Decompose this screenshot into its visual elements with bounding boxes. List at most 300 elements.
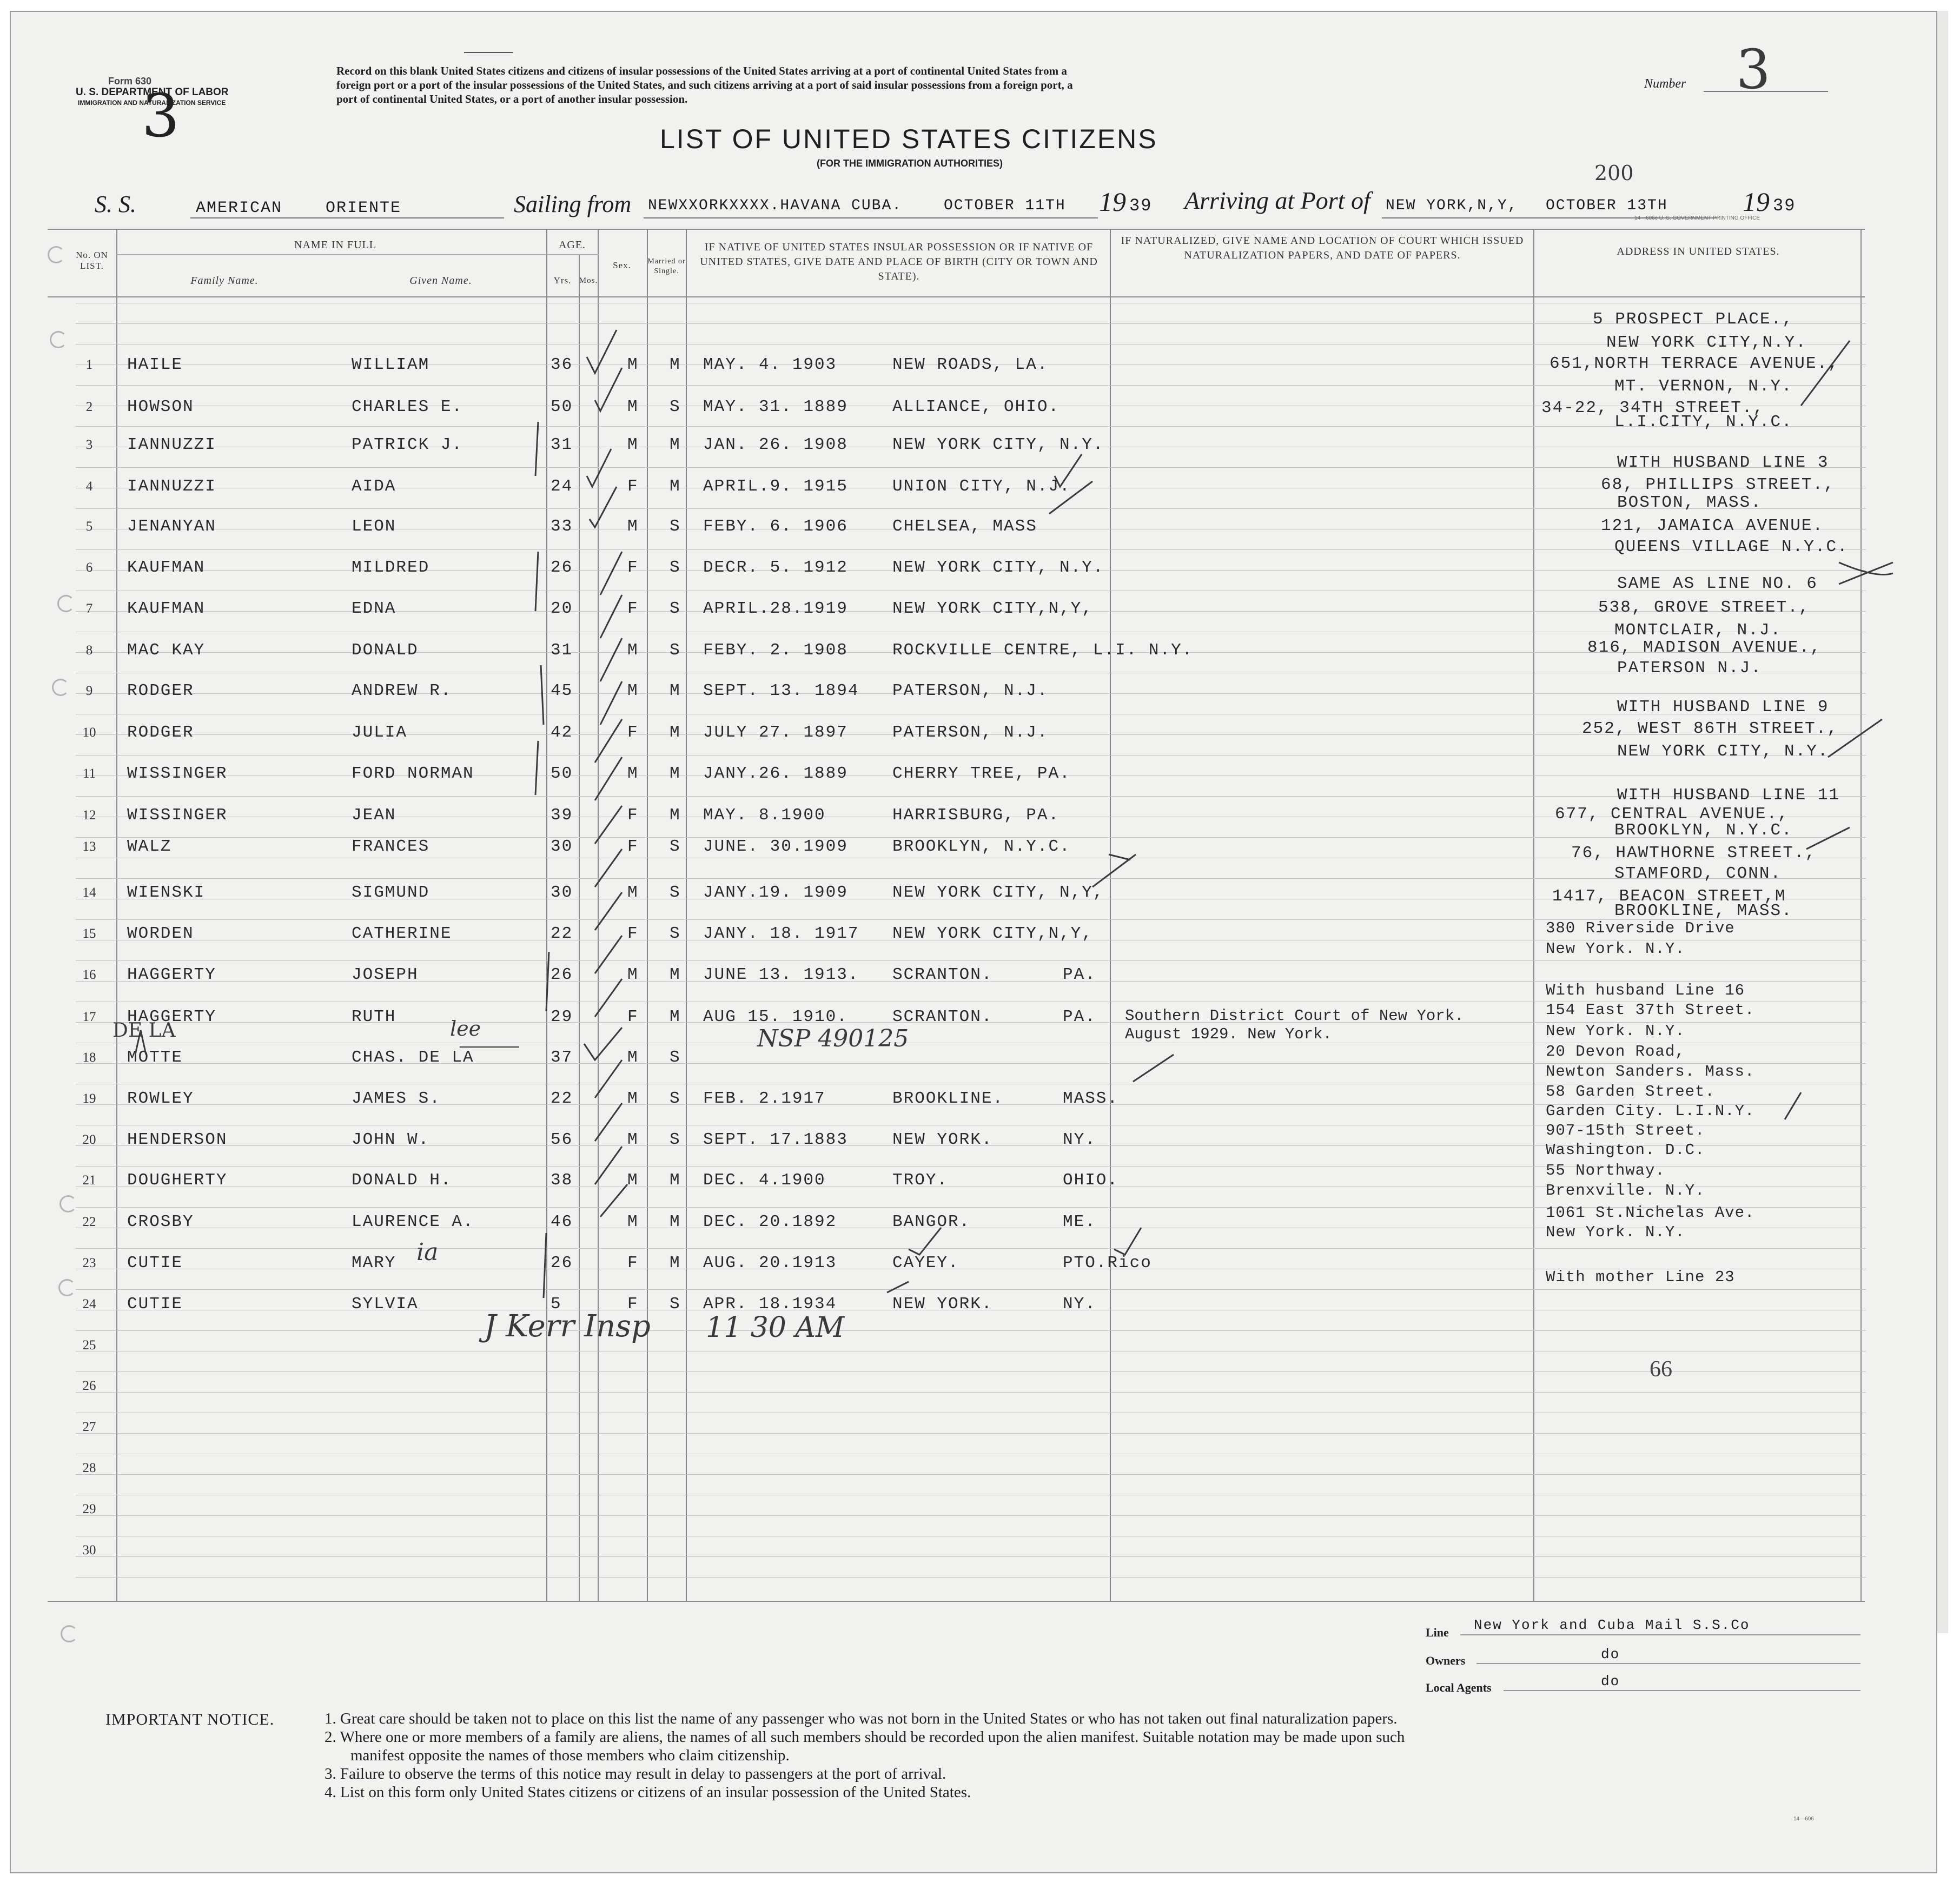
footer-code: 14—606 — [1793, 1816, 1814, 1822]
age-cell: 46 — [551, 1212, 573, 1231]
sex-cell: F — [627, 1008, 639, 1026]
age-cell: 30 — [551, 883, 573, 902]
birth-date-cell: APR. 18.1934 — [703, 1295, 837, 1314]
birth-place-cell: NEW YORK. — [892, 1295, 993, 1314]
birth-date-cell: DEC. 20.1892 — [703, 1212, 837, 1231]
birth-state-cell: OHIO. — [1063, 1171, 1119, 1190]
check-mark — [595, 1147, 622, 1184]
row-number: 24 — [82, 1297, 96, 1311]
header-birth: IF NATIVE OF UNITED STATES INSULAR POSSESSION OR IF NATIVE OF UNITED STATES, GIVE DATE AND PLACE OF BIRTH (CITY OR TOWN AND STATE). — [700, 241, 1098, 282]
family-name-cell: ROWLEY — [127, 1089, 194, 1108]
sailing-from: NEWXXORKXXXX.HAVANA CUBA. — [648, 197, 903, 214]
check-mark — [600, 681, 622, 725]
family-name-cell: HENDERSON — [127, 1130, 228, 1149]
address-line: PATERSON N.J. — [1617, 659, 1762, 678]
given-name-cell: AIDA — [352, 477, 396, 496]
age-cell: 56 — [551, 1130, 573, 1149]
row-number: 26 — [82, 1379, 96, 1393]
family-name-cell: HAILE — [127, 355, 183, 374]
given-name-cell: RUTH — [352, 1008, 396, 1026]
row-number: 4 — [85, 479, 93, 494]
family-name-cell: JENANYAN — [127, 517, 216, 536]
given-name-cell: WILLIAM — [352, 355, 430, 374]
address-line: NEW YORK CITY, N.Y. — [1617, 742, 1829, 761]
birth-date-cell: FEBY. 2. 1908 — [703, 641, 848, 660]
row-number: 1 — [85, 357, 93, 372]
bracket-mark — [535, 552, 538, 611]
row-number: 12 — [82, 808, 96, 823]
address-line: L.I.CITY, N.Y.C. — [1614, 413, 1793, 432]
age-cell: 42 — [551, 723, 573, 742]
check-mark — [600, 638, 622, 681]
check-mark — [909, 1228, 941, 1255]
header-address: ADDRESS IN UNITED STATES. — [1617, 246, 1780, 257]
marital-status-cell: S — [670, 1048, 681, 1067]
age-cell: 33 — [551, 517, 573, 536]
check-mark — [600, 552, 622, 595]
bracket-mark — [544, 1233, 546, 1298]
given-name-cell: SIGMUND — [352, 883, 430, 902]
marital-status-cell: S — [670, 517, 681, 536]
address-line: Newton Sanders. Mass. — [1546, 1063, 1755, 1081]
age-cell: 50 — [551, 764, 573, 783]
address-line: WITH HUSBAND LINE 11 — [1617, 786, 1840, 805]
check-mark — [595, 936, 622, 973]
row-number: 23 — [82, 1256, 96, 1270]
marital-status-cell: M — [670, 477, 681, 496]
address-line: STAMFORD, CONN. — [1614, 864, 1782, 883]
marital-status-cell: S — [670, 558, 681, 577]
instruction-line: Record on this blank United States citizens and citizens of insular possessions of the United States arriving at a port of continental United States from a — [336, 64, 1067, 77]
given-name-cell: JAMES S. — [352, 1089, 441, 1108]
row-number: 19 — [82, 1091, 96, 1106]
age-cell: 26 — [551, 1254, 573, 1273]
instruction-line: port of continental United States, or a port of another insular possession. — [336, 92, 688, 105]
family-name-cell: HAGGERTY — [127, 965, 216, 984]
birth-date-cell: MAY. 31. 1889 — [703, 397, 848, 416]
check-mark — [587, 330, 617, 373]
header-sex: Sex. — [613, 260, 631, 270]
birth-place-cell: TROY. — [892, 1171, 949, 1190]
birth-date-cell: DECR. 5. 1912 — [703, 558, 848, 577]
address-line: WITH HUSBAND LINE 3 — [1617, 453, 1829, 472]
check-mark — [600, 1184, 627, 1217]
row-number: 9 — [85, 684, 93, 698]
marital-status-cell: S — [670, 397, 681, 416]
birth-date-cell: MAY. 8.1900 — [703, 806, 826, 825]
check-mark — [1806, 827, 1850, 849]
given-name-cell: CATHERINE — [352, 924, 452, 943]
family-name-cell: KAUFMAN — [127, 599, 206, 618]
address-line: 34-22, 34TH STREET., — [1541, 399, 1765, 418]
inspector-signature: J Kerr Insp — [484, 1309, 651, 1344]
row-number: 18 — [82, 1050, 96, 1065]
family-name-cell: IANNUZZI — [127, 477, 216, 496]
family-name-cell: KAUFMAN — [127, 558, 206, 577]
naturalization-date: August 1929. New York. — [1125, 1025, 1332, 1043]
row-number: 15 — [82, 926, 96, 941]
birth-place-cell: NEW YORK CITY, N,Y, — [892, 883, 1104, 902]
sex-cell: M — [627, 1089, 639, 1108]
department-label: U. S. DEPARTMENT OF LABOR — [76, 87, 229, 98]
row-number: 27 — [82, 1420, 96, 1434]
family-name-cell: WISSINGER — [127, 764, 228, 783]
age-cell: 31 — [551, 435, 573, 454]
birth-state-cell: PTO.Rico — [1063, 1254, 1152, 1273]
row-number: 16 — [82, 967, 96, 982]
address-line: Garden City. L.I.N.Y. — [1546, 1102, 1755, 1120]
check-mark — [1785, 1092, 1801, 1119]
family-name-cell: DOUGHERTY — [127, 1171, 228, 1190]
sailing-year-prefix: 19 — [1099, 187, 1126, 217]
sex-cell: F — [627, 599, 639, 618]
birth-place-cell: UNION CITY, N.J. — [892, 477, 1071, 496]
marital-status-cell: S — [670, 883, 681, 902]
row-number: 17 — [82, 1010, 96, 1024]
birth-date-cell: FEB. 2.1917 — [703, 1089, 826, 1108]
sex-cell: M — [627, 1048, 639, 1067]
birth-date-cell: JANY.19. 1909 — [703, 883, 848, 902]
stamp-200: 200 — [1594, 161, 1634, 185]
sex-cell: M — [627, 397, 639, 416]
birth-state-cell: ME. — [1063, 1212, 1096, 1231]
birth-date-cell: AUG 15. 1910. — [703, 1008, 848, 1026]
check-mark — [595, 757, 622, 800]
address-line: BROOKLINE, MASS. — [1614, 902, 1793, 920]
marital-status-cell: S — [670, 837, 681, 856]
sailing-date: OCTOBER 11TH — [944, 197, 1066, 214]
marital-status-cell: M — [670, 681, 681, 700]
age-cell: 26 — [551, 965, 573, 984]
address-line: 1417, BEACON STREET,M — [1552, 887, 1786, 906]
family-name-cell: WIENSKI — [127, 883, 206, 902]
age-cell: 22 — [551, 1089, 573, 1108]
address-line: 1061 St.Nichelas Ave. — [1546, 1204, 1755, 1222]
sex-cell: M — [627, 681, 639, 700]
sex-cell: M — [627, 641, 639, 660]
birth-place-cell: BANGOR. — [892, 1212, 971, 1231]
check-mark — [1092, 854, 1136, 887]
address-line: With mother Line 23 — [1546, 1268, 1735, 1286]
family-name-cell: MAC KAY — [127, 641, 206, 660]
sex-cell: F — [627, 806, 639, 825]
given-name-cell: JOHN W. — [352, 1130, 430, 1149]
birth-place-cell: NEW YORK CITY, N.Y. — [892, 435, 1104, 454]
birth-place-cell: NEW YORK CITY,N,Y, — [892, 924, 1093, 943]
ss-label: S. S. — [95, 191, 136, 217]
birth-date-cell: DEC. 4.1900 — [703, 1171, 826, 1190]
age-cell: 20 — [551, 599, 573, 618]
handwritten-de-la: DE LA — [112, 1019, 176, 1042]
age-cell: 30 — [551, 837, 573, 856]
check-mark — [587, 449, 611, 487]
given-name-cell: DONALD H. — [352, 1171, 452, 1190]
notice-item: 2. Where one or more members of a family are aliens, the names of all such members should be recorded upon the alien manifest. Suitable notation may be made upon such — [325, 1728, 1405, 1746]
header-family-name: Family Name. — [190, 275, 259, 287]
family-name-cell: IANNUZZI — [127, 435, 216, 454]
address-line: 380 Riverside Drive — [1546, 919, 1735, 937]
age-cell: 29 — [551, 1008, 573, 1026]
birth-place-cell: NEW YORK CITY,N,Y, — [892, 599, 1093, 618]
header-married: Married or Single. — [647, 257, 686, 275]
header-no: No. ON LIST. — [76, 250, 108, 271]
agents-label: Local Agents — [1426, 1681, 1492, 1694]
address-line: 907-15th Street. — [1546, 1122, 1705, 1139]
arriving-port: NEW YORK,N,Y, — [1386, 197, 1518, 214]
marital-status-cell: M — [670, 435, 681, 454]
check-mark — [1109, 854, 1130, 860]
age-cell: 39 — [551, 806, 573, 825]
check-mark — [595, 1060, 622, 1098]
sex-cell: F — [627, 837, 639, 856]
check-mark — [1055, 454, 1082, 487]
address-line: MONTCLAIR, N.J. — [1614, 621, 1782, 640]
birth-place-cell: HARRISBURG, PA. — [892, 806, 1060, 825]
owners-label: Owners — [1426, 1654, 1466, 1667]
birth-place-cell: NEW YORK CITY, N.Y. — [892, 558, 1104, 577]
age-cell: 31 — [551, 641, 573, 660]
corner-mark: 3 — [142, 81, 180, 150]
birth-place-cell: ROCKVILLE CENTRE, L.I. N.Y. — [892, 641, 1194, 660]
sex-cell: M — [627, 1171, 639, 1190]
notice-item: manifest opposite the names of those members who claim citizenship. — [350, 1747, 790, 1764]
row-number: 5 — [85, 519, 93, 534]
row-number: 14 — [82, 885, 96, 900]
row-number: 20 — [82, 1132, 96, 1147]
arriving-label: Arriving at Port of — [1184, 187, 1370, 214]
sex-cell: M — [627, 435, 639, 454]
address-line: New York. N.Y. — [1546, 940, 1685, 958]
sex-cell: F — [627, 558, 639, 577]
page-subtitle: (FOR THE IMMIGRATION AUTHORITIES) — [817, 158, 1003, 169]
header-name-in-full: NAME IN FULL — [294, 239, 376, 251]
arriving-year: 39 — [1773, 196, 1796, 216]
given-name-cell: JULIA — [352, 723, 408, 742]
handwritten-lee: lee — [450, 1017, 481, 1041]
notice-item: 4. List on this form only United States citizens or citizens of an insular possession of the United States. — [325, 1784, 971, 1801]
line-value: New York and Cuba Mail S.S.Co — [1474, 1617, 1750, 1633]
bracket-mark — [541, 665, 544, 725]
check-mark — [595, 979, 622, 1017]
sex-cell: M — [627, 764, 639, 783]
notice-item: 1. Great care should be taken not to place on this list the name of any passenger who was not born in the United States or who has not taken out final naturalization papers. — [325, 1710, 1398, 1727]
address-line: 677, CENTRAL AVENUE., — [1555, 805, 1789, 824]
birth-date-cell: JULY 27. 1897 — [703, 723, 848, 742]
inspection-time: 11 30 AM — [706, 1311, 845, 1344]
notice-item: 3. Failure to observe the terms of this notice may result in delay to passengers at the port of arrival. — [325, 1765, 946, 1782]
birth-date-cell: JANY.26. 1889 — [703, 764, 848, 783]
caret-mark — [135, 1030, 146, 1055]
sex-cell: F — [627, 723, 639, 742]
address-line: 5 PROSPECT PLACE., — [1593, 310, 1793, 329]
arriving-year-prefix: 19 — [1743, 187, 1770, 217]
marital-status-cell: S — [670, 1130, 681, 1149]
marital-status-cell: S — [670, 599, 681, 618]
pencil-mark — [1839, 562, 1893, 575]
header-yrs: Yrs. — [553, 275, 572, 286]
check-mark — [887, 1282, 909, 1293]
given-name-cell: CHARLES E. — [352, 397, 463, 416]
owners-underline — [1476, 1663, 1860, 1664]
notice-title: IMPORTANT NOTICE. — [105, 1711, 275, 1728]
address-line: 538, GROVE STREET., — [1598, 598, 1810, 617]
address-line: SAME AS LINE NO. 6 — [1617, 574, 1818, 593]
birth-place-cell: NEW ROADS, LA. — [892, 355, 1049, 374]
birth-state-cell: MASS. — [1063, 1089, 1119, 1108]
page-number-66: 66 — [1650, 1357, 1672, 1382]
row-number: 28 — [82, 1461, 96, 1475]
birth-date-cell: JUNE 13. 1913. — [703, 965, 859, 984]
sex-cell: F — [627, 477, 639, 496]
owners-value: do — [1601, 1646, 1620, 1662]
check-mark — [1049, 481, 1092, 514]
sex-cell: M — [627, 883, 639, 902]
given-name-cell: PATRICK J. — [352, 435, 463, 454]
address-line: Washington. D.C. — [1546, 1141, 1705, 1159]
age-cell: 38 — [551, 1171, 573, 1190]
given-name-cell: JEAN — [352, 806, 396, 825]
row-number: 22 — [82, 1215, 96, 1229]
sex-cell: F — [627, 924, 639, 943]
given-name-cell: ANDREW R. — [352, 681, 452, 700]
age-cell: 5 — [551, 1295, 562, 1314]
line-label: Line — [1426, 1626, 1449, 1639]
marital-status-cell: M — [670, 965, 681, 984]
instruction-line: foreign port or a port of the insular possessions of the United States, and such citizens arriving at a port of said insular possessions from a foreign port, a — [336, 78, 1073, 91]
family-name-cell: RODGER — [127, 723, 194, 742]
birth-place-cell: NEW YORK. — [892, 1130, 993, 1149]
header-given-name: Given Name. — [409, 275, 472, 287]
check-mark — [595, 368, 622, 411]
sex-cell: M — [627, 1212, 639, 1231]
marital-status-cell: M — [670, 355, 681, 374]
given-name-cell: EDNA — [352, 599, 396, 618]
marital-status-cell: M — [670, 1254, 681, 1273]
agents-underline — [1504, 1690, 1860, 1691]
birth-date-cell: FEBY. 6. 1906 — [703, 517, 848, 536]
check-mark — [1828, 719, 1882, 757]
birth-date-cell: APRIL.28.1919 — [703, 599, 848, 618]
age-cell: 22 — [551, 924, 573, 943]
row-number: 21 — [82, 1173, 96, 1188]
age-cell: 50 — [551, 397, 573, 416]
birth-place-cell: CHERRY TREE, PA. — [892, 764, 1071, 783]
family-name-cell: CUTIE — [127, 1295, 183, 1314]
address-line: BOSTON, MASS. — [1617, 493, 1762, 512]
marital-status-cell: S — [670, 641, 681, 660]
age-cell: 26 — [551, 558, 573, 577]
page-title: LIST OF UNITED STATES CITIZENS — [660, 124, 1158, 154]
birth-place-cell: PATERSON, N.J. — [892, 723, 1049, 742]
address-line: 20 Devon Road, — [1546, 1043, 1685, 1061]
check-mark — [595, 849, 622, 887]
address-line: 76, HAWTHORNE STREET., — [1571, 844, 1817, 863]
row-number: 13 — [82, 839, 96, 854]
row-number: 8 — [85, 643, 93, 658]
check-mark — [600, 595, 622, 638]
row-number: 11 — [82, 766, 96, 781]
marital-status-cell: M — [670, 1171, 681, 1190]
address-line: 816, MADISON AVENUE., — [1587, 638, 1822, 657]
family-name-cell: WORDEN — [127, 924, 194, 943]
address-line: QUEENS VILLAGE N.Y.C. — [1614, 538, 1849, 556]
birth-date-cell: JAN. 26. 1908 — [703, 435, 848, 454]
address-line: WITH HUSBAND LINE 9 — [1617, 698, 1829, 717]
family-name-cell: HOWSON — [127, 397, 194, 416]
print-code: 14—606c U. S. GOVERNMENT PRINTING OFFICE — [1634, 215, 1760, 221]
address-line: 55 Northway. — [1546, 1162, 1665, 1179]
address-line: 58 Garden Street. — [1546, 1083, 1715, 1101]
row-number: 2 — [85, 400, 93, 414]
address-line: NEW YORK CITY,N.Y. — [1606, 333, 1807, 352]
header-mos: Mos. — [579, 276, 598, 285]
birth-date-cell: JANY. 18. 1917 — [703, 924, 859, 943]
bracket-mark — [535, 741, 538, 795]
bracket-mark — [546, 952, 549, 1011]
address-line: New York. N.Y. — [1546, 1022, 1685, 1040]
check-mark — [595, 806, 622, 844]
birth-date-cell: JUNE. 30.1909 — [703, 837, 848, 856]
birth-state-cell: NY. — [1063, 1295, 1096, 1314]
given-name-cell: FORD NORMAN — [352, 764, 474, 783]
bracket-mark — [535, 422, 538, 476]
check-mark — [595, 892, 622, 930]
birth-state-cell: NY. — [1063, 1130, 1096, 1149]
check-mark — [595, 719, 622, 763]
sex-cell: M — [627, 1130, 639, 1149]
address-line: 121, JAMAICA AVENUE. — [1601, 516, 1824, 535]
birth-date-cell: SEPT. 17.1883 — [703, 1130, 848, 1149]
sex-cell: F — [627, 1295, 639, 1314]
marital-status-cell: M — [670, 1212, 681, 1231]
family-name-cell: WISSINGER — [127, 806, 228, 825]
given-name-cell: DONALD — [352, 641, 419, 660]
birth-place-cell: PATERSON, N.J. — [892, 681, 1049, 700]
given-name-cell: LEON — [352, 517, 396, 536]
line-underline — [1460, 1634, 1860, 1635]
sailing-label: Sailing from — [514, 191, 632, 217]
service-label: IMMIGRATION AND NATURALIZATION SERVICE — [78, 99, 226, 107]
marital-status-cell: M — [670, 1008, 681, 1026]
sex-cell: M — [627, 965, 639, 984]
family-name-cell: CROSBY — [127, 1212, 194, 1231]
handwritten-cert-no: NSP 490125 — [757, 1025, 909, 1052]
address-line: BROOKLYN, N.Y.C. — [1614, 821, 1793, 840]
row-number: 7 — [85, 601, 93, 616]
address-line: 651,NORTH TERRACE AVENUE., — [1550, 354, 1839, 373]
handwritten-mary-suffix: ia — [416, 1238, 439, 1266]
address-line: New York. N.Y. — [1546, 1223, 1685, 1241]
agents-value: do — [1601, 1673, 1620, 1689]
age-cell: 37 — [551, 1048, 573, 1067]
header-naturalized: IF NATURALIZED, GIVE NAME AND LOCATION OF COURT WHICH ISSUED NATURALIZATION PAPERS, AND DATE OF PAPERS. — [1121, 235, 1524, 261]
address-line: With husband Line 16 — [1546, 982, 1745, 999]
marital-status-cell: S — [670, 1295, 681, 1314]
marital-status-cell: M — [670, 764, 681, 783]
row-number: 30 — [82, 1543, 96, 1558]
birth-date-cell: MAY. 4. 1903 — [703, 355, 837, 374]
birth-date-cell: APRIL.9. 1915 — [703, 477, 848, 496]
row-number: 10 — [82, 725, 96, 740]
address-line: Brenxville. N.Y. — [1546, 1182, 1705, 1200]
family-name-cell: MOTTE — [127, 1048, 183, 1067]
birth-place-cell: ALLIANCE, OHIO. — [892, 397, 1060, 416]
birth-place-cell: BROOKLYN, N.Y.C. — [892, 837, 1071, 856]
number-label: Number — [1644, 77, 1686, 91]
birth-place-cell: CAYEY. — [892, 1254, 959, 1273]
birth-date-cell: AUG. 20.1913 — [703, 1254, 837, 1273]
given-name-cell: JOSEPH — [352, 965, 419, 984]
